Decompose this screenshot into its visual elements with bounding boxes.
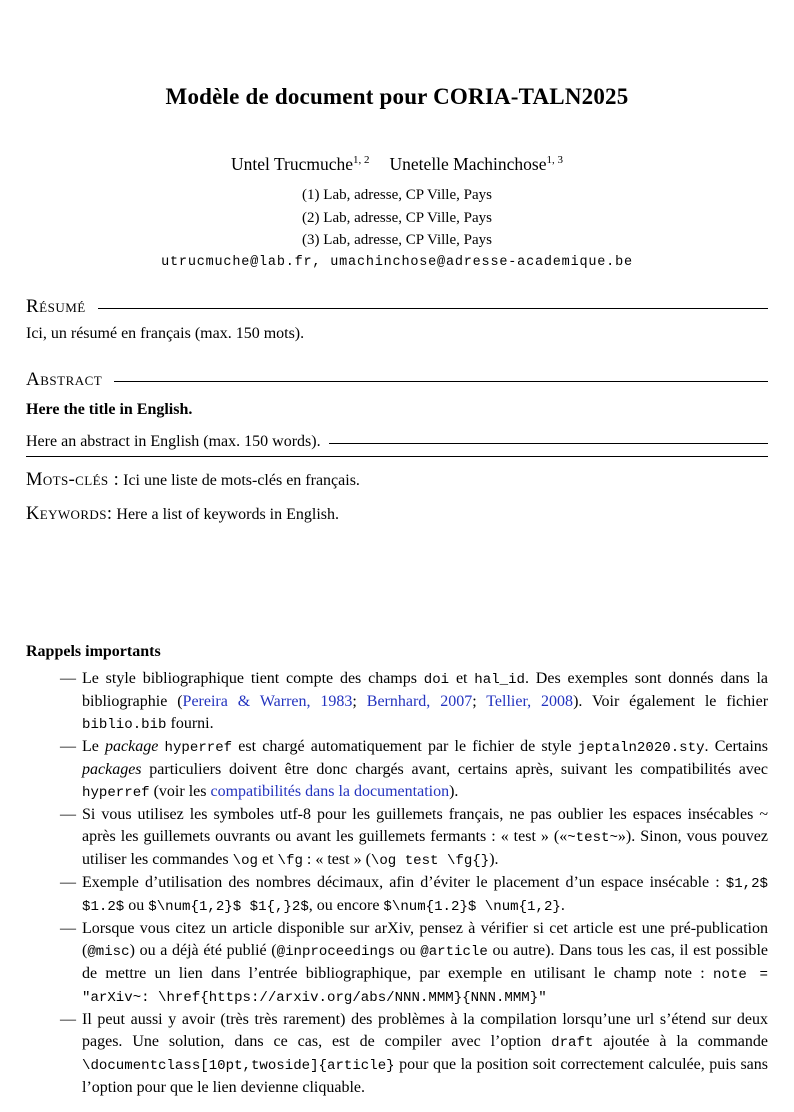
author-2-name: Unetelle Machinchose [389, 154, 547, 174]
text-run: ou [124, 896, 149, 914]
rappels-list [26, 668, 768, 1099]
author-1-name: Untel Trucmuche [231, 154, 354, 174]
inline-code: jeptaln2020.sty [577, 739, 705, 756]
motscles-label: Mots-clés : [26, 469, 120, 490]
list-item [60, 804, 768, 872]
text-run: »). Sinon, vous pouvez utiliser les commandes [82, 827, 768, 868]
item-dash: — [60, 919, 76, 937]
affiliations [26, 184, 768, 252]
keywords-text: Here a list of keywords in English. [116, 505, 340, 523]
abstract-header [26, 369, 768, 391]
text-run: Le style bibliographique tient compte des champs [82, 669, 424, 687]
text-run: ; [352, 692, 367, 710]
text-run: Exemple d’utilisation des nombres décimaux, afin d’éviter le placement d’un espace insécable : [82, 873, 726, 891]
inline-code: hal_id [474, 671, 525, 688]
text-run: ). [449, 782, 459, 800]
item-text [82, 918, 768, 1009]
list-item [60, 872, 768, 918]
text-run: . [560, 896, 565, 914]
inline-code: @article [420, 943, 488, 960]
text-run: pour que la position soit correctement calculée, puis sans l’option pour que le lien devienne cliquable. [82, 1055, 768, 1096]
inline-code: hyperref [164, 739, 233, 756]
text-run: est chargé automatiquement par le fichier de style [232, 737, 578, 755]
inline-code: draft [551, 1034, 594, 1051]
text-run: fourni. [166, 714, 214, 732]
inline-code: @misc [87, 943, 130, 960]
text-run: Le [82, 737, 106, 755]
text-run: ou autre). Dans tous les cas, il est possible de mettre un lien dans l’entrée bibliographique, par exemple en utilisant le champ note : [82, 941, 769, 982]
list-item [60, 918, 768, 1009]
item-dash: — [60, 1010, 76, 1028]
abstract-label: Abstract [26, 368, 103, 390]
rappels-heading: Rappels importants [26, 642, 161, 660]
text-run: particuliers doivent être donc chargés avant, certains après, suivant les compatibilités avec [141, 760, 768, 778]
text-run: et [449, 669, 475, 687]
text-run: ; [472, 692, 487, 710]
inline-code: $\num{1.2}$ \num{1,2} [383, 898, 561, 915]
inline-code: $\num{1,2}$ $1{,}2$ [148, 898, 309, 915]
item-text [82, 872, 768, 918]
text-run: ou [394, 941, 421, 959]
inline-code: biblio.bib [82, 716, 167, 733]
abstract-trailing-rule [329, 443, 768, 444]
abstract-text-row [26, 433, 768, 451]
text-run: ). Voir également le fichier [573, 692, 769, 710]
abstract-text: Here an abstract in English (max. 150 words). [26, 432, 321, 450]
inline-code: \og test \fg{} [370, 852, 490, 869]
inline-code: @inproceedings [276, 943, 395, 960]
text-run: , ou encore [308, 896, 384, 914]
text-run: : « test » ( [302, 850, 371, 868]
list-item [60, 736, 768, 804]
inline-code: ~test~ [567, 829, 618, 846]
resume-header [26, 296, 768, 318]
text-run: ajoutée à la commande [593, 1032, 768, 1050]
item-text [82, 736, 768, 804]
resume-label: Résumé [26, 295, 86, 317]
text-run: Lorsque vous citez un article disponible sur arXiv, pensez à vérifier si cet article est une pré-publication ( [82, 919, 768, 959]
item-dash: — [60, 669, 76, 687]
list-item [60, 1009, 768, 1099]
item-text [82, 668, 768, 736]
resume-text: Ici, un résumé en français (max. 150 mots). [26, 324, 305, 342]
keywords-line [26, 504, 768, 525]
text-run: package [105, 737, 159, 755]
text-run: packages [82, 760, 142, 778]
hyperlink[interactable]: compatibilités dans la documentation [210, 782, 450, 800]
abstract-rule [114, 381, 768, 382]
text-run: . Certains [704, 737, 769, 755]
list-item [60, 668, 768, 736]
inline-code: note = "arXiv~: \href{https://arxiv.org/abs/NNN.MMM}{NNN.MMM}" [82, 966, 768, 1006]
text-run: Si vous utilisez les symboles utf-8 pour les guillemets français, ne pas oublier les espaces insécables ~ après les guillemets ouvrants ou avant les guillemets fermants : « test » (« [82, 805, 768, 845]
text-run: et [258, 850, 278, 868]
paper-title: Modèle de document pour CORIA-TALN2025 [165, 84, 629, 109]
text-run: ). [489, 850, 499, 868]
inline-code: hyperref [82, 784, 150, 801]
item-text [82, 1009, 768, 1099]
abstract-bottom-rule [26, 456, 768, 457]
affiliation-1: (1) Lab, adresse, CP Ville, Pays [302, 187, 492, 203]
text-run: . Des exemples sont donnés dans la bibliographie ( [82, 669, 769, 710]
affiliation-2: (2) Lab, adresse, CP Ville, Pays [302, 209, 492, 226]
hyperlink[interactable]: Pereira & Warren, 1983 [182, 692, 353, 710]
inline-code: doi [423, 671, 450, 688]
inline-code: \og [232, 852, 258, 869]
affiliation-3: (3) Lab, adresse, CP Ville, Pays [302, 232, 492, 248]
motscles-line [26, 470, 768, 491]
author-emails: utrucmuche@lab.fr, umachinchose@adresse-academique.be [161, 254, 633, 270]
text-run: Il peut aussi y avoir (très très rarement) des problèmes à la compilation lorsqu’une url s’étend sur deux pages. Une solution, dans ce cas, est de compiler avec l’option [82, 1010, 768, 1050]
author-2-affil-refs: 1, 3 [546, 154, 563, 167]
item-dash: — [60, 737, 76, 755]
author-1-affil-refs: 1, 2 [353, 154, 370, 167]
inline-code: $1,2$ $1.2$ [82, 875, 768, 915]
hyperlink[interactable]: Bernhard, 2007 [366, 692, 473, 710]
item-dash: — [60, 805, 76, 823]
item-text [82, 804, 768, 872]
text-run: (voir les [149, 782, 211, 800]
inline-code: \documentclass[10pt,twoside]{article} [82, 1057, 395, 1074]
authors-line [26, 154, 768, 175]
hyperlink[interactable]: Tellier, 2008 [486, 692, 574, 710]
motscles-text: Ici une liste de mots-clés en français. [123, 471, 360, 489]
resume-rule [98, 308, 768, 309]
keywords-label: Keywords: [26, 503, 113, 524]
abstract-english-title: Here the title in English. [26, 400, 193, 418]
inline-code: \fg [277, 852, 303, 869]
item-dash: — [60, 873, 76, 891]
text-run: ) ou a déjà été publié ( [129, 941, 277, 959]
